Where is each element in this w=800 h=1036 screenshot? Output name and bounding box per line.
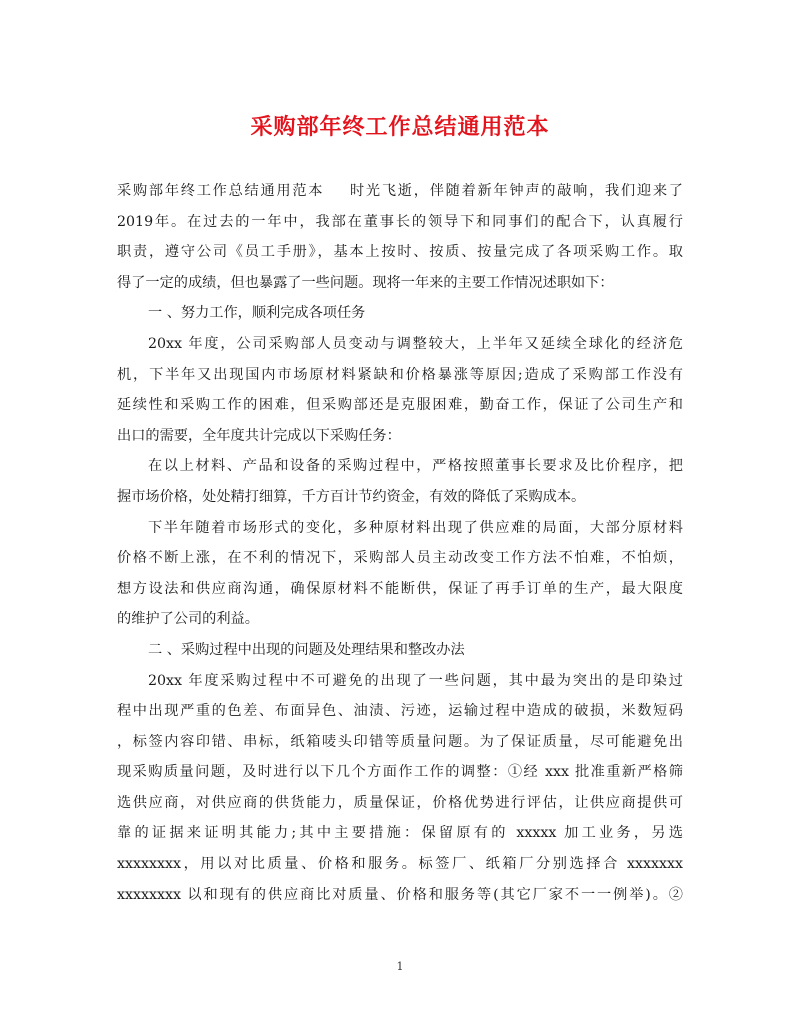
document-title: 采购部年终工作总结通用范本	[250, 114, 550, 140]
paragraph-line: 握市场价格，处处精打细算，千方百计节约资金，有效的降低了采购成本。	[117, 488, 586, 505]
paragraph-line: 选供应商，对供应商的供货能力，质量保证，价格优势进行评估，让供应商提供可	[117, 794, 683, 811]
section-heading: 二 、采购过程中出现的问题及处理结果和整改办法	[148, 641, 465, 658]
paragraph-line: 想方设法和供应商沟通，确保原材料不能断供，保证了再手订单的生产，最大限度	[117, 580, 683, 597]
paragraph-line: 20xx 年度采购过程中不可避免的出现了一些问题，其中最为突出的是印染过	[148, 672, 683, 689]
paragraph-line: 现采购质量问题，及时进行以下几个方面作工作的调整：①经 xxx 批准重新严格筛	[117, 764, 683, 781]
paragraph-line: 得了一定的成绩，但也暴露了一些问题。现将一年来的主要工作情况述职如下：	[117, 274, 614, 291]
paragraph-line: ，标签内容印错、串标，纸箱唛头印错等质量问题。为了保证质量，尽可能避免出	[117, 733, 683, 750]
paragraph-line: 出口的需要，全年度共计完成以下采购任务：	[117, 427, 401, 444]
paragraph-line: 机，下半年又出现国内市场原材料紧缺和价格暴涨等原因;造成了采购部工作没有	[117, 366, 683, 383]
paragraph-line: 程中出现严重的色差、布面异色、油渍、污迹，运输过程中造成的破损，米数短码	[117, 703, 683, 720]
paragraph-line: xxxxxxxx，用以对比质量、价格和服务。标签厂、纸箱厂分别选择合 xxxxxxx	[117, 856, 683, 873]
paragraph-line: 20xx 年度，公司采购部人员变动与调整较大，上半年又延续全球化的经济危	[148, 335, 683, 352]
page-number: 1	[396, 960, 404, 973]
paragraph-line: 在以上材料、产品和设备的采购过程中，严格按照董事长要求及比价程序，把	[148, 458, 683, 475]
paragraph-line: 价格不断上涨，在不利的情况下，采购部人员主动改变工作方法不怕难，不怕烦，	[117, 550, 683, 567]
paragraph-line: xxxxxxxx 以和现有的供应商比对质量、价格和服务等(其它厂家不一一例举)。②	[117, 886, 683, 903]
paragraph-line	[117, 176, 683, 207]
paragraph-line: 下半年随着市场形式的变化，多种原材料出现了供应难的局面，大部分原材料	[148, 519, 683, 536]
paragraph-line: 靠的证据来证明其能力;其中主要措施：保留原有的 xxxxx 加工业务，另选	[117, 825, 683, 842]
paragraph-text: 时光飞逝，伴随着新年钟声的敲响，我们迎来了	[348, 183, 683, 199]
paragraph-line: 延续性和采购工作的困难，但采购部还是克服困难，勤奋工作，保证了公司生产和	[117, 397, 683, 414]
inline-title: 采购部年终工作总结通用范本	[117, 183, 325, 199]
paragraph-line: 2019年。在过去的一年中，我部在董事长的领导下和同事们的配合下，认真履行	[117, 213, 683, 230]
paragraph-line: 的维护了公司的利益。	[117, 611, 259, 628]
section-heading: 一 、努力工作，顺利完成各项任务	[148, 305, 366, 322]
document-body	[117, 176, 683, 910]
paragraph-line: 职责，遵守公司《员工手册》，基本上按时、按质、按量完成了各项采购工作。取	[117, 244, 683, 261]
